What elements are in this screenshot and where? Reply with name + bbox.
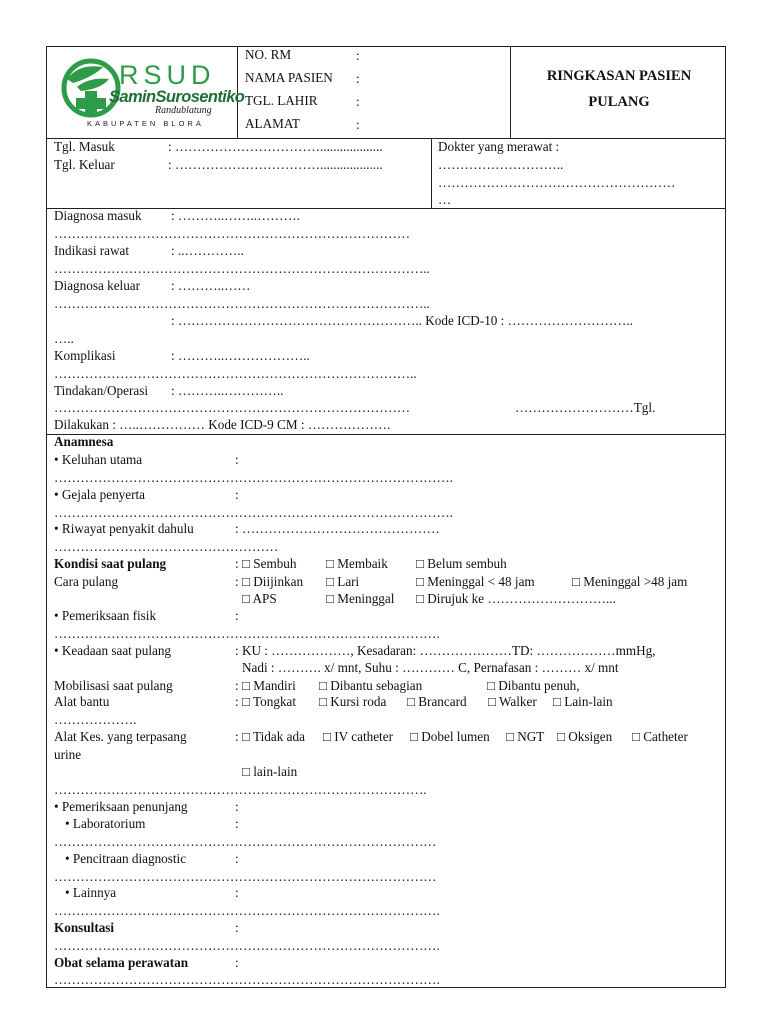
- dilakukan-icd9-field: Dilakukan : …..…………… Kode ICD-9 CM : ……………….: [54, 417, 391, 432]
- colon: :: [235, 608, 239, 623]
- checkbox-meninggal[interactable]: □ Meninggal: [326, 591, 395, 606]
- dotted-line: ………………………………………………………………………….: [54, 782, 427, 797]
- laboratorium-label: • Laboratorium: [65, 816, 146, 831]
- divider: [47, 208, 725, 209]
- diagnosa-keluar-field: : ………..……: [171, 278, 251, 293]
- colon: :: [235, 955, 239, 970]
- checkbox-meninggal-kurang-48[interactable]: □ Meninggal < 48 jam: [416, 574, 535, 589]
- dotted-line: …………………………………………………………………………….: [54, 972, 440, 987]
- colon: :: [235, 678, 239, 693]
- checkbox-alat-lain-lain[interactable]: □ lain-lain: [242, 764, 298, 779]
- komplikasi-field: : ………..………………..: [171, 348, 310, 363]
- dotted-line: ………………………………………………………………………: [54, 226, 411, 241]
- divider: [510, 47, 511, 138]
- checkbox-belum-sembuh[interactable]: □ Belum sembuh: [416, 556, 507, 571]
- dotted-line: ……………………………………………: [54, 539, 279, 554]
- colon: :: [235, 729, 239, 744]
- alat-kes-label: Alat Kes. yang terpasang: [54, 729, 187, 744]
- checkbox-diijinkan[interactable]: □ Diijinkan: [242, 574, 304, 589]
- tindakan-label: Tindakan/Operasi: [54, 383, 149, 398]
- divider: [47, 138, 725, 139]
- gejala-penyerta-label: • Gejala penyerta: [54, 487, 146, 502]
- checkbox-iv-catheter[interactable]: □ IV catheter: [323, 729, 393, 744]
- mobilisasi-label: Mobilisasi saat pulang: [54, 678, 173, 693]
- checkbox-kursi-roda[interactable]: □ Kursi roda: [319, 694, 387, 709]
- vital-signs-line2: Nadi : ………. x/ mnt, Suhu : ………… C, Pernafasan : ……… x/ mnt: [242, 660, 619, 675]
- checkbox-lari[interactable]: □ Lari: [326, 574, 360, 589]
- cara-pulang-label: Cara pulang: [54, 574, 119, 589]
- header-field-alamat: ALAMAT: [245, 116, 300, 131]
- dotted-line: …………………………………………………………………………….: [54, 938, 440, 953]
- vital-signs-line1: : KU : ………………, Kesadaran: …………………TD: ………………mmHg,: [235, 643, 656, 658]
- dotted-line: …………………………………………………………………………..: [54, 261, 430, 276]
- diagnosa-masuk-field: : ………..……..……….: [171, 208, 300, 223]
- form-title-line2: PULANG: [588, 94, 650, 110]
- checkbox-dirujuk[interactable]: □ Dirujuk ke ………………………...: [416, 591, 616, 606]
- header-colon: :: [356, 71, 360, 86]
- riwayat-label: • Riwayat penyakit dahulu: [54, 521, 194, 536]
- discharge-summary-form: [46, 46, 726, 988]
- checkbox-catheter[interactable]: □ Catheter: [632, 729, 688, 744]
- checkbox-lain-lain[interactable]: □ Lain-lain: [553, 694, 613, 709]
- colon: :: [235, 556, 239, 571]
- diagnosa-keluar-label: Diagnosa keluar: [54, 278, 141, 293]
- header-field-tgl-lahir: TGL. LAHIR: [245, 93, 318, 108]
- diagnosa-masuk-label: Diagnosa masuk: [54, 208, 142, 223]
- keluhan-utama-label: • Keluhan utama: [54, 452, 143, 467]
- header-field-nama-pasien: NAMA PASIEN: [245, 70, 333, 85]
- hospital-logo: [59, 57, 245, 133]
- kondisi-heading: Kondisi saat pulang: [54, 556, 167, 571]
- tgl-field: ………………………Tgl.: [515, 400, 656, 415]
- checkbox-meninggal-lebih-48[interactable]: □ Meninggal >48 jam: [572, 574, 688, 589]
- konsultasi-heading: Konsultasi: [54, 920, 115, 935]
- dotted-line: …………………………………………………………………………..: [54, 296, 430, 311]
- riwayat-field: : ………………………………………: [235, 521, 440, 536]
- obat-heading: Obat selama perawatan: [54, 955, 189, 970]
- colon: :: [235, 885, 239, 900]
- colon: :: [235, 816, 239, 831]
- header-field-no-rm: NO. RM: [245, 47, 292, 62]
- header-colon: :: [356, 117, 360, 132]
- dotted-line: ……………………………………………………………………………: [54, 869, 437, 884]
- checkbox-aps[interactable]: □ APS: [242, 591, 277, 606]
- dotted-line: …..: [54, 331, 74, 346]
- anamnesa-heading: Anamnesa: [54, 434, 114, 449]
- checkbox-sembuh[interactable]: □ Sembuh: [242, 556, 297, 571]
- lainnya-label: • Lainnya: [65, 885, 117, 900]
- dotted-line: ……………………………………………………………………………….: [54, 470, 453, 485]
- checkbox-oksigen[interactable]: □ Oksigen: [557, 729, 613, 744]
- dotted-line: …………………………………………………………………………….: [54, 626, 440, 641]
- checkbox-brancard[interactable]: □ Brancard: [407, 694, 467, 709]
- pemeriksaan-fisik-label: • Pemeriksaan fisik: [54, 608, 157, 623]
- checkbox-dobel-lumen[interactable]: □ Dobel lumen: [410, 729, 490, 744]
- colon: :: [235, 574, 239, 589]
- komplikasi-label: Komplikasi: [54, 348, 116, 363]
- logo-script: Randublatung: [155, 105, 212, 116]
- checkbox-dibantu-sebagian[interactable]: □ Dibantu sebagian: [319, 678, 423, 693]
- header-colon: :: [356, 48, 360, 63]
- dotted-line: ……………….: [54, 712, 137, 727]
- pencitraan-label: • Pencitraan diagnostic: [65, 851, 187, 866]
- checkbox-dibantu-penuh[interactable]: □ Dibantu penuh,: [487, 678, 580, 693]
- dotted-line: ………………………………………………………………………..: [54, 366, 417, 381]
- dotted-line: ………………………………………………………………………: [54, 400, 411, 415]
- dotted-line: …………………………………………………………………………….: [54, 903, 440, 918]
- indikasi-rawat-field: : ..…………..: [171, 243, 244, 258]
- tgl-keluar-label: Tgl. Keluar: [54, 157, 115, 172]
- icd10-field: : ……………………………………………….. Kode ICD-10 : ………………………..: [171, 313, 633, 328]
- alat-bantu-label: Alat bantu: [54, 694, 110, 709]
- pemeriksaan-penunjang-label: • Pemeriksaan penunjang: [54, 799, 188, 814]
- logo-word-name: SaminSurosentiko: [109, 88, 245, 106]
- dotted-line: ……………………………………………………………………………: [54, 834, 437, 849]
- indikasi-rawat-label: Indikasi rawat: [54, 243, 130, 258]
- dotted-line: ……………………………………………………………………………….: [54, 505, 453, 520]
- dokter-line: ………………………..: [438, 157, 564, 172]
- divider: [47, 434, 725, 435]
- tgl-masuk-field: : ……………………………...................: [168, 139, 383, 154]
- colon: :: [235, 799, 239, 814]
- colon: :: [235, 452, 239, 467]
- tgl-keluar-field: : ……………………………...................: [168, 157, 383, 172]
- tgl-masuk-label: Tgl. Masuk: [54, 139, 115, 154]
- keadaan-pulang-label: • Keadaan saat pulang: [54, 643, 172, 658]
- dokter-label: Dokter yang merawat :: [438, 139, 560, 154]
- divider: [431, 138, 432, 208]
- checkbox-tidak-ada[interactable]: □ Tidak ada: [242, 729, 305, 744]
- tindakan-field: : ………..…………..: [171, 383, 284, 398]
- colon: :: [235, 487, 239, 502]
- checkbox-ngt[interactable]: □ NGT: [506, 729, 545, 744]
- dokter-line: ………………………………………………: [438, 175, 676, 190]
- logo-region: KABUPATEN BLORA: [87, 119, 204, 128]
- alat-kes-label-cont: urine: [54, 747, 82, 762]
- checkbox-tongkat[interactable]: □ Tongkat: [242, 694, 297, 709]
- header-colon: :: [356, 94, 360, 109]
- checkbox-mandiri[interactable]: □ Mandiri: [242, 678, 296, 693]
- checkbox-walker[interactable]: □ Walker: [488, 694, 537, 709]
- colon: :: [235, 920, 239, 935]
- logo-word-rsud: RSUD: [119, 60, 216, 90]
- dokter-line: …: [438, 192, 452, 207]
- colon: :: [235, 694, 239, 709]
- colon: :: [235, 851, 239, 866]
- checkbox-membaik[interactable]: □ Membaik: [326, 556, 388, 571]
- form-title-line1: RINGKASAN PASIEN: [546, 68, 692, 84]
